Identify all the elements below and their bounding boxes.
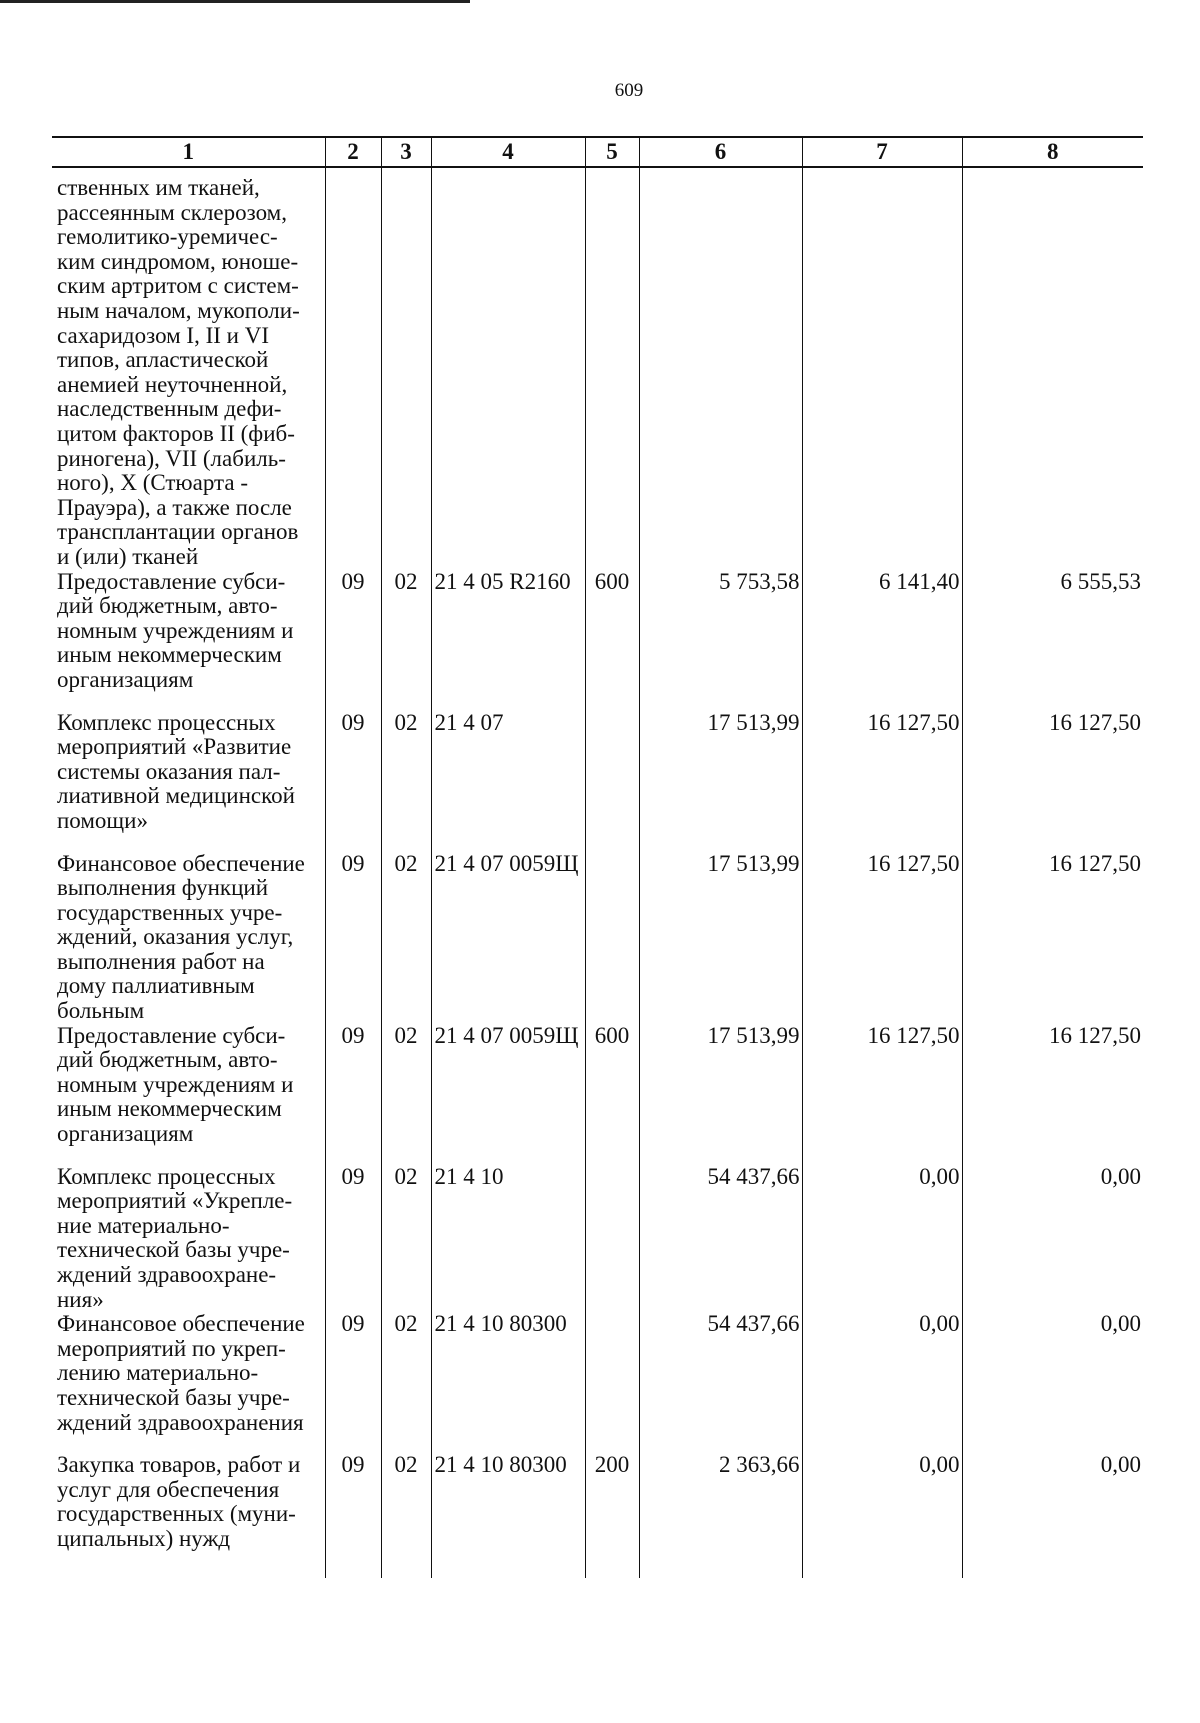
row-expense-type bbox=[585, 711, 639, 852]
table-row bbox=[52, 1165, 1143, 1313]
header-col-3: 3 bbox=[381, 137, 431, 167]
row-name: Финансовое обеспечение выполнения функций государственных учре- ждений, оказания услуг, выполнения работ на дому паллиативным больным bbox=[57, 850, 305, 1024]
table-row bbox=[52, 570, 1143, 711]
row-amount-8: 6 555,53 bbox=[962, 570, 1143, 711]
row-target-article: 21 4 05 R2160 bbox=[431, 570, 585, 711]
row-target-article: 21 4 07 0059Щ bbox=[431, 1024, 585, 1165]
row-amount-7: 16 127,50 bbox=[802, 711, 962, 852]
row-subsection: 02 bbox=[381, 570, 431, 711]
header-col-4: 4 bbox=[431, 137, 585, 167]
row-section: 09 bbox=[325, 1165, 381, 1313]
row-amount-8: 16 127,50 bbox=[962, 1024, 1143, 1165]
row-section: 09 bbox=[325, 852, 381, 1024]
row-name: Закупка товаров, работ и услуг для обеспечения государственных (муни- ципальных) нужд bbox=[57, 1452, 301, 1551]
header-col-5: 5 bbox=[585, 137, 639, 167]
header-col-2: 2 bbox=[325, 137, 381, 167]
row-amount-8: 0,00 bbox=[962, 1312, 1143, 1453]
row-amount-7: 16 127,50 bbox=[802, 852, 962, 1024]
row-name: Предоставление субси- дий бюджетным, авто- номным учреждениям и иным некоммерческим организациям bbox=[57, 568, 294, 692]
row-amount-7: 6 141,40 bbox=[802, 570, 962, 711]
header-col-7: 7 bbox=[802, 137, 962, 167]
row-expense-type bbox=[585, 852, 639, 1024]
table-row bbox=[52, 852, 1143, 1024]
row-target-article: 21 4 10 bbox=[431, 1165, 585, 1313]
row-subsection: 02 bbox=[381, 852, 431, 1024]
row-expense-type bbox=[585, 1312, 639, 1453]
row-section: 09 bbox=[325, 1453, 381, 1578]
row-section bbox=[325, 167, 381, 570]
header-row bbox=[52, 137, 1143, 167]
row-subsection: 02 bbox=[381, 1024, 431, 1165]
table-row bbox=[52, 1024, 1143, 1165]
row-subsection: 02 bbox=[381, 711, 431, 852]
table-row bbox=[52, 1453, 1143, 1578]
table-row bbox=[52, 1312, 1143, 1453]
row-expense-type: 200 bbox=[585, 1453, 639, 1578]
row-amount-6: 2 363,66 bbox=[639, 1453, 802, 1578]
row-amount-6: 17 513,99 bbox=[639, 711, 802, 852]
row-section: 09 bbox=[325, 711, 381, 852]
header-col-8: 8 bbox=[962, 137, 1143, 167]
row-amount-8: 0,00 bbox=[962, 1453, 1143, 1578]
row-subsection: 02 bbox=[381, 1165, 431, 1313]
row-expense-type: 600 bbox=[585, 1024, 639, 1165]
row-subsection: 02 bbox=[381, 1312, 431, 1453]
row-amount-6: 54 437,66 bbox=[639, 1165, 802, 1313]
row-amount-7: 0,00 bbox=[802, 1165, 962, 1313]
row-target-article: 21 4 07 0059Щ bbox=[431, 852, 585, 1024]
page-number: 609 bbox=[614, 80, 644, 101]
row-amount-6: 17 513,99 bbox=[639, 1024, 802, 1165]
row-section: 09 bbox=[325, 1312, 381, 1453]
row-amount-8: 16 127,50 bbox=[962, 711, 1143, 852]
row-name: Предоставление субси- дий бюджетным, авто- номным учреждениям и иным некоммерческим организациям bbox=[57, 1022, 294, 1147]
row-expense-type: 600 bbox=[585, 570, 639, 711]
row-amount-7: 0,00 bbox=[802, 1453, 962, 1578]
row-amount-6: 54 437,66 bbox=[639, 1312, 802, 1453]
row-name: Комплекс процессных мероприятий «Развитие системы оказания пал- лиативной медицинской помощи» bbox=[57, 709, 295, 833]
row-subsection bbox=[381, 167, 431, 570]
budget-table bbox=[52, 136, 1143, 1578]
row-section: 09 bbox=[325, 570, 381, 711]
row-target-article: 21 4 10 80300 bbox=[431, 1453, 585, 1578]
row-amount-7: 0,00 bbox=[802, 1312, 962, 1453]
row-subsection: 02 bbox=[381, 1453, 431, 1578]
row-amount-6: 5 753,58 bbox=[639, 570, 802, 711]
header-col-1: 1 bbox=[52, 137, 325, 167]
row-amount-7 bbox=[802, 167, 962, 570]
row-name: Комплекс процессных мероприятий «Укрепле- ние материально- технической базы учре- ждений здравоохране- ния» bbox=[57, 1163, 293, 1312]
row-expense-type bbox=[585, 167, 639, 570]
scan-top-edge-line bbox=[0, 0, 470, 3]
row-target-article: 21 4 10 80300 bbox=[431, 1312, 585, 1453]
row-amount-6: 17 513,99 bbox=[639, 852, 802, 1024]
row-name: Финансовое обеспечение мероприятий по укреп- лению материально- технической базы учре- ждений здравоохранения bbox=[57, 1311, 305, 1435]
row-amount-8 bbox=[962, 167, 1143, 570]
row-amount-8: 16 127,50 bbox=[962, 852, 1143, 1024]
row-section: 09 bbox=[325, 1024, 381, 1165]
table-row bbox=[52, 711, 1143, 852]
header-col-6: 6 bbox=[639, 137, 802, 167]
row-name: ственных им тканей, рассеянным склерозом, гемолитико-уремичес- ким синдромом, юноше- ским артритом с систем- ным началом, мукополи- сахаридозом I, II и VI типов, апластической анемией неуточненной, наследственным дефи- цитом факторов II (фиб- риногена), VII (лабиль- ного), X (Стюарта - Прауэра), а также после трансплантации органов и (или) тканей bbox=[57, 175, 300, 569]
row-target-article: 21 4 07 bbox=[431, 711, 585, 852]
table-row bbox=[52, 167, 1143, 570]
row-amount-7: 16 127,50 bbox=[802, 1024, 962, 1165]
row-amount-8: 0,00 bbox=[962, 1165, 1143, 1313]
row-target-article bbox=[431, 167, 585, 570]
row-amount-6 bbox=[639, 167, 802, 570]
row-expense-type bbox=[585, 1165, 639, 1313]
